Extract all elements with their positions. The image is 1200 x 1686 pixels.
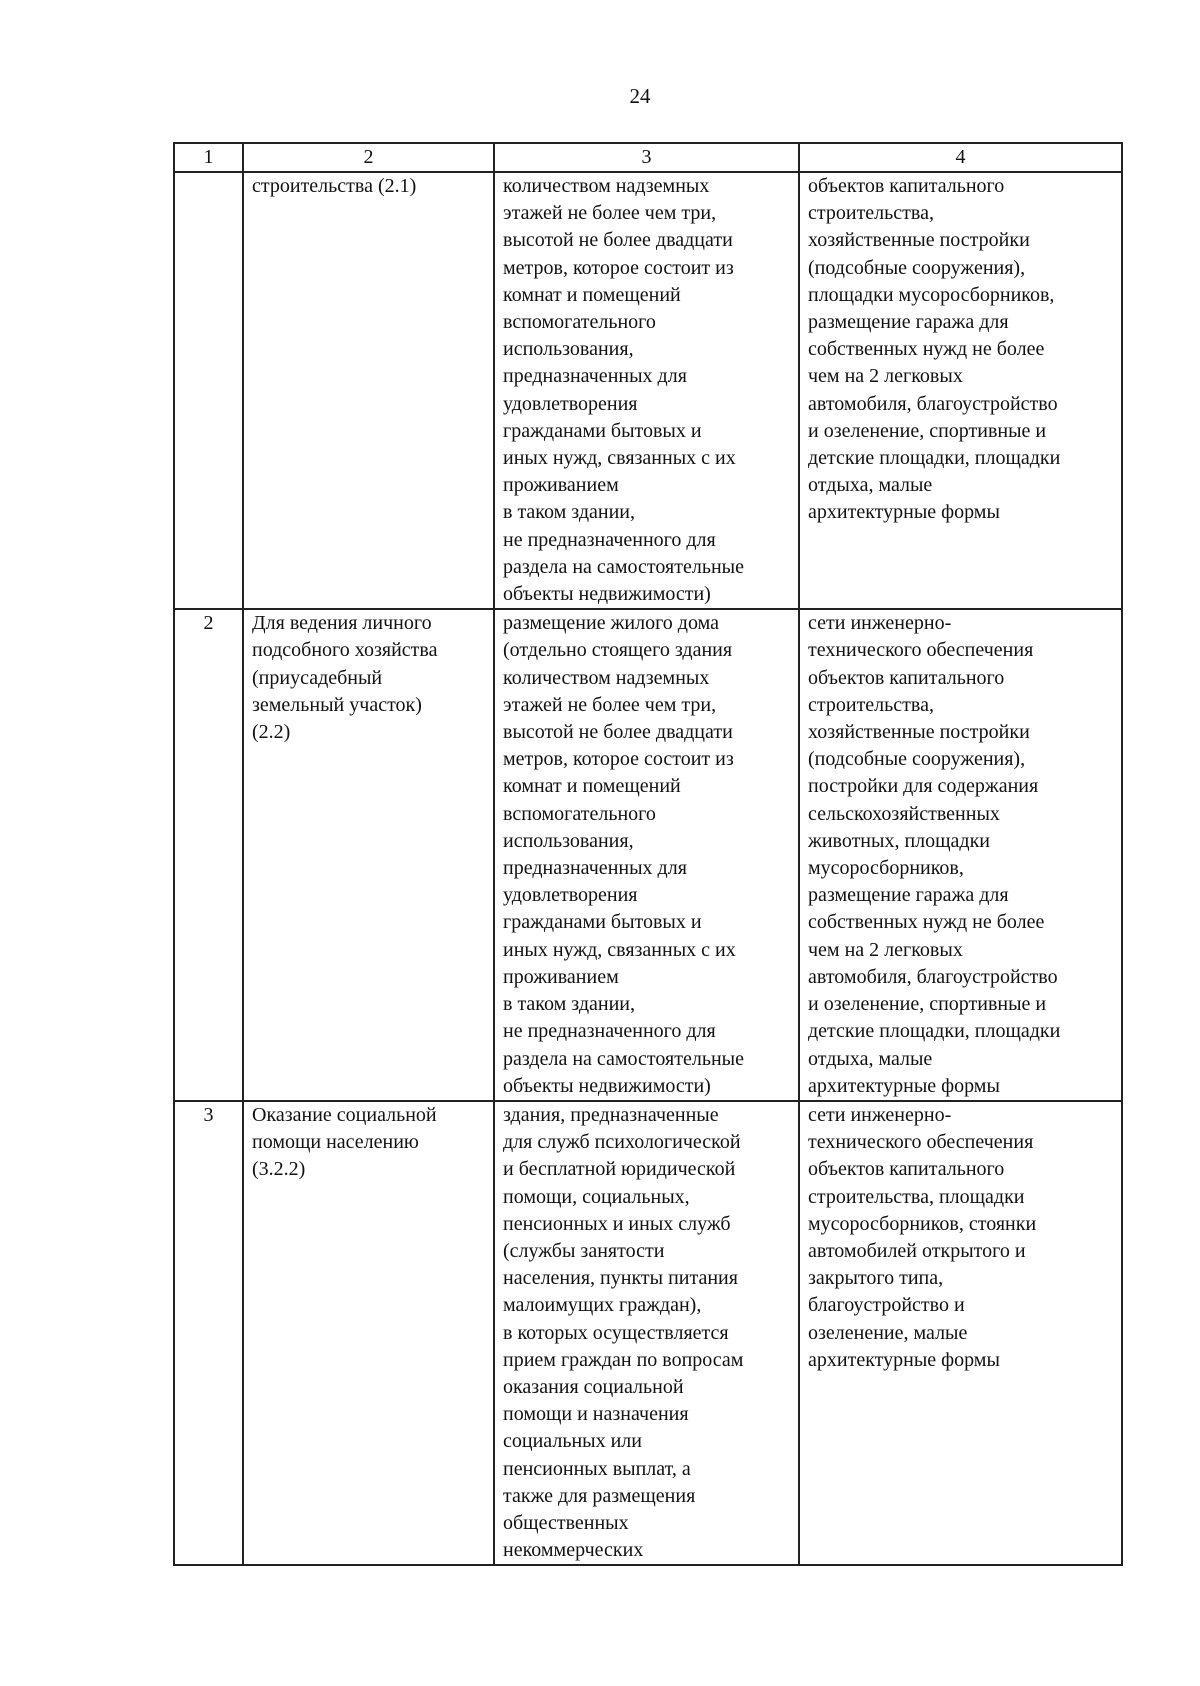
row-number-cell: 3 [174,1101,243,1565]
row-number-cell: 2 [174,609,243,1101]
row-number-cell [174,172,243,609]
land-use-description-cell: размещение жилого дома (отдельно стоящего здания количеством надземных этажей не более чем три, высотой не более двадцати метров, которое состоит из комнат и помещений вспомогательного использования, предназначенных для удовлетворения гражданами бытовых и иных нужд, связанных с их проживанием в таком здании, не предназначенного для раздела на самостоятельные объекты недвижимости) [494,609,799,1101]
table-row [174,609,1122,1101]
header-cell-3: 3 [494,143,799,172]
table-row [174,172,1122,609]
auxiliary-use-cell: сети инженерно- технического обеспечения объектов капитального строительства, площадки мусоросборников, стоянки автомобилей открытого и закрытого типа, благоустройство и озеленение, малые архитектурные формы [799,1101,1122,1565]
header-cell-1: 1 [174,143,243,172]
land-use-name-cell: Оказание социальной помощи населению (3.2.2) [243,1101,494,1565]
land-use-description-cell: здания, предназначенные для служб психологической и бесплатной юридической помощи, социальных, пенсионных и иных служб (службы занятости населения, пункты питания малоимущих граждан), в которых осуществляется прием граждан по вопросам оказания социальной помощи и назначения социальных или пенсионных выплат, а также для размещения общественных некоммерческих [494,1101,799,1565]
table-header-row [174,143,1122,172]
land-use-name-cell: строительства (2.1) [243,172,494,609]
page-number: 24 [629,84,651,108]
auxiliary-use-cell: объектов капитального строительства, хозяйственные постройки (подсобные сооружения), площадки мусоросборников, размещение гаража для собственных нужд не более чем на 2 легковых автомобиля, благоустройство и озеленение, спортивные и детские площадки, площадки отдыха, малые архитектурные формы [799,172,1122,609]
land-use-table [173,142,1123,1566]
land-use-name-cell: Для ведения личного подсобного хозяйства (приусадебный земельный участок) (2.2) [243,609,494,1101]
header-cell-4: 4 [799,143,1122,172]
table-row [174,1101,1122,1565]
land-use-description-cell: количеством надземных этажей не более чем три, высотой не более двадцати метров, которое состоит из комнат и помещений вспомогательного использования, предназначенных для удовлетворения гражданами бытовых и иных нужд, связанных с их проживанием в таком здании, не предназначенного для раздела на самостоятельные объекты недвижимости) [494,172,799,609]
header-cell-2: 2 [243,143,494,172]
auxiliary-use-cell: сети инженерно- технического обеспечения объектов капитального строительства, хозяйственные постройки (подсобные сооружения), постройки для содержания сельскохозяйственных животных, площадки мусоросборников, размещение гаража для собственных нужд не более чем на 2 легковых автомобиля, благоустройство и озеленение, спортивные и детские площадки, площадки отдыха, малые архитектурные формы [799,609,1122,1101]
